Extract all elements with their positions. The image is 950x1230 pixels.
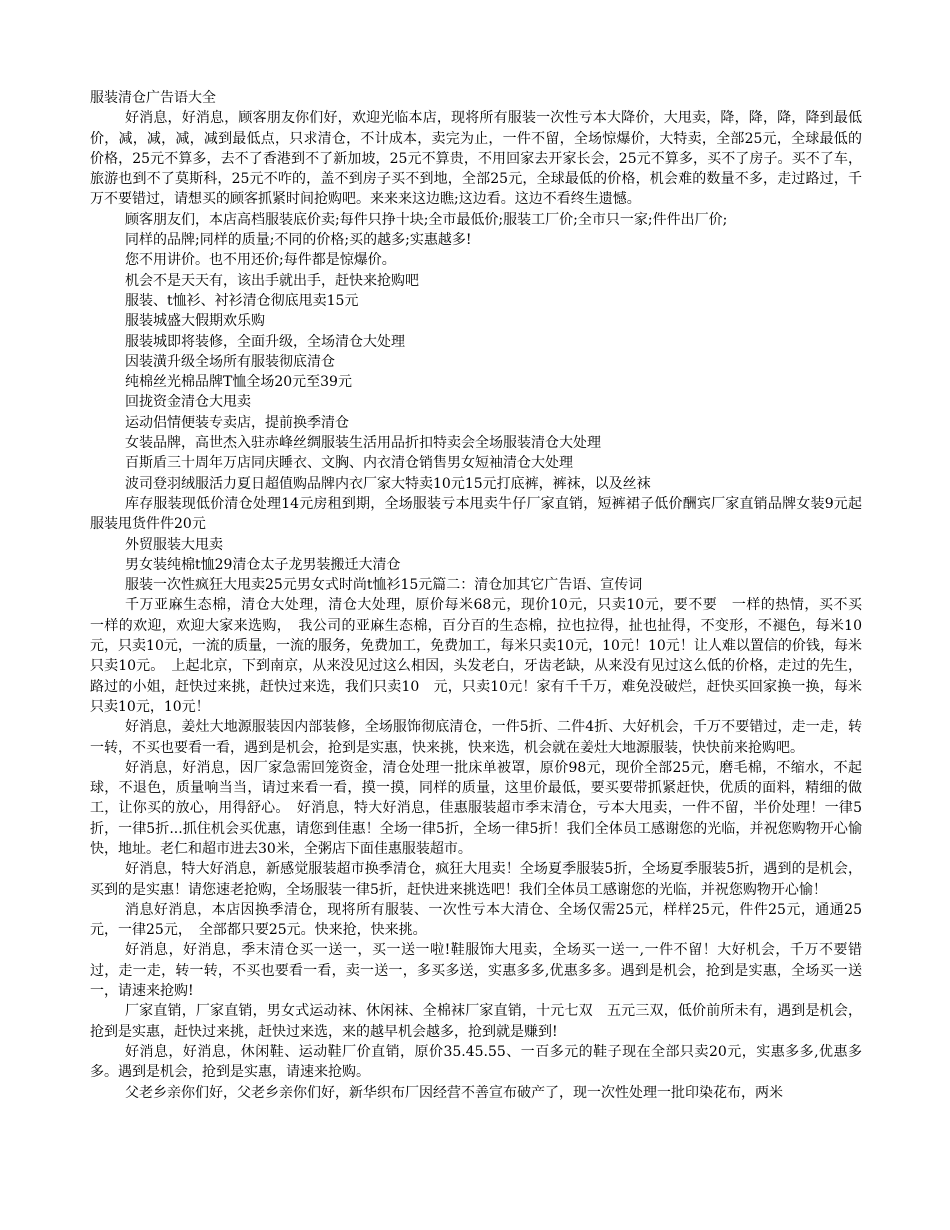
paragraph-15: 波司登羽绒服活力夏日超值购品牌内衣厂家大特卖10元15元打底裤，裤袜，以及丝袜 bbox=[125, 475, 651, 492]
document-title: 服装清仓广告语大全 bbox=[90, 90, 216, 106]
paragraph-17: 外贸服装大甩卖 bbox=[125, 536, 223, 553]
paragraph-11: 回拢资金清仓大甩卖 bbox=[125, 394, 251, 411]
paragraph-16: 库存服装现低价清仓处理14元房租到期，全场服装亏本甩卖牛仔厂家直销，短裤裙子低价酬宾厂家直销品牌女装9元起服装甩货件件20元 bbox=[90, 495, 862, 533]
paragraph-18: 男女装纯棉t恤29清仓太子龙男装搬迁大清仓 bbox=[125, 556, 401, 573]
paragraph-3: 同样的品牌;同样的质量;不同的价格;买的越多;实惠越多! bbox=[125, 232, 472, 249]
paragraph-22: 好消息，好消息，因厂家急需回笼资金，清仓处理一批床单被罩，原价98元，现价全部25元，磨毛棉，不缩水，不起球，不退色，质量响当当，请过来看一看，摸一摸，同样的质量，这里价最低，要买要带抓紧赶快，优质的面料，精细的做工，让你买的放心，用得舒心。 好消息，特大好消息，佳惠服装超市季末清仓，亏本大甩卖，一件不留，半价处理！一律5折，一律5折...抓住机会买优惠，请您到佳惠！全场一律5折，全场一律5折！我们全体员工感谢您的光临，并祝您购物开心愉快，地址。老仁和超市进去30米，全粥店下面佳惠服装超市。 bbox=[90, 759, 862, 857]
paragraph-21: 好消息，姜灶大地源服装因内部装修，全场服饰彻底清仓，一件5折、二件4折、大好机会，千万不要错过，走一走，转一转，不买也要看一看，遇到是机会，抢到是实惠，快来挑，快来选，机会就在姜灶大地源服装，快快前来抢购吧。 bbox=[90, 719, 862, 756]
paragraph-20: 千万亚麻生态棉，清仓大处理，清仓大处理，原价每米68元，现价10元，只卖10元，要不要 一样的热情，买不买 一样的欢迎，欢迎大家来选购， 我公司的亚麻生态棉，百分百的生态棉，拉也拉得，扯也扯得，不变形，不褪色，每米10元，只卖10元，一流的质量，一流的服务，免费加工，免费加工，每米只卖10元，10元！10元！让人难以置信的价钱，每米只卖10元。 上起北京，下到南京，从来没见过这么相因，头发老白，牙齿老缺，从来没有见过这么低的价格，走过的先生，路过的小姐，赶快过来挑，赶快过来选，我们只卖10 元，只卖10元！家有千千万，难免没破烂，赶快买回家换一换，每米只卖10元，10元！ bbox=[90, 597, 876, 715]
paragraph-7: 服装城盛大假期欢乐购 bbox=[125, 313, 265, 330]
paragraph-13: 女装品牌，高世杰入驻赤峰丝绸服装生活用品折扣特卖会全场服装清仓大处理 bbox=[125, 435, 601, 452]
paragraph-9: 因装潢升级全场所有服装彻底清仓 bbox=[125, 353, 335, 370]
paragraph-24: 消息好消息，本店因换季清仓，现将所有服装、一次性亏本大清仓、全场仅需25元，样样25元，件件25元，通通25元，一律25元， 全部都只要25元。快来抢，快来挑。 bbox=[90, 901, 862, 939]
paragraph-26: 厂家直销，厂家直销，男女式运动袜、休闲袜、全棉袜厂家直销，十元七双 五元三双，低价前所未有，遇到是机会，抢到是实惠，赶快过来挑，赶快过来选，来的越早机会越多，抢到就是赚到! bbox=[90, 1003, 862, 1040]
paragraph-27: 好消息，好消息，休闲鞋、运动鞋厂价直销，原价35.45.55、一百多元的鞋子现在全部只卖20元，实惠多多,优惠多多。遇到是机会，抢到是实惠，请速来抢购。 bbox=[90, 1043, 862, 1081]
paragraph-10: 纯棉丝光棉品牌T恤全场20元至39元 bbox=[125, 374, 352, 391]
paragraph-2: 顾客朋友们，本店高档服装底价卖;每件只挣十块;全市最低价;服装工厂价;全市只一家;件件出厂价; bbox=[125, 211, 728, 228]
paragraph-25: 好消息，好消息，季末清仓买一送一，买一送一啦!鞋服饰大甩卖，全场买一送一,一件不留！大好机会，千万不要错过，走一走，转一转，不买也要看一看，卖一送一，多买多送，实惠多多,优惠多多。遇到是机会，抢到是实惠，全场买一送一，请速来抢购! bbox=[90, 942, 862, 1000]
paragraph-14: 百斯盾三十周年万店同庆睡衣、文胸、内衣清仓销售男女短袖清仓大处理 bbox=[125, 455, 573, 472]
paragraph-6: 服装、t恤衫、衬衫清仓彻底甩卖15元 bbox=[125, 292, 359, 309]
paragraph-28: 父老乡亲你们好，父老乡亲你们好，新华织布厂因经营不善宣布破产了，现一次性处理一批印染花布，两米 bbox=[125, 1084, 783, 1101]
paragraph-1: 好消息，好消息，顾客朋友你们好，欢迎光临本店，现将所有服装一次性亏本大降价，大甩卖，降，降，降，降到最低价，减，减，减，减到最低点，只求清仓，不计成本，卖完为止，一件不留，全场惊爆价，大特卖，全部25元，全球最低的价格，25元不算多，去不了香港到不了新加坡，25元不算贵，不用回家去开家长会，25元不算多，买不了房子。买不了车，旅游也到不了莫斯科，25元不咋的，盖不到房子买不到地，全部25元，全球最低的价格，机会难的数量不多，走过路过，千万不要错过，请想买的顾客抓紧时间抢购吧。来来来这边瞧;这边看。这边不看终生遗憾。 bbox=[90, 110, 862, 208]
paragraph-23: 好消息，特大好消息，新感觉服装超市换季清仓，疯狂大甩卖！全场夏季服装5折，全场夏季服装5折，遇到的是机会，买到的是实惠！请您速老抢购，全场服装一律5折，赶快进来挑选吧！我们全体员工感谢您的光临，并祝您购物开心愉！ bbox=[90, 861, 862, 898]
paragraph-8: 服装城即将装修，全面升级，全场清仓大处理 bbox=[125, 333, 405, 350]
paragraph-12: 运动侣情便装专卖店，提前换季清仓 bbox=[125, 414, 349, 431]
paragraph-5: 机会不是天天有，该出手就出手，赶快来抢购吧 bbox=[125, 272, 419, 289]
document-body bbox=[90, 88, 876, 1103]
paragraph-19: 服装一次性疯狂大甩卖25元男女式时尚t恤衫15元篇二：清仓加其它广告语、宣传词 bbox=[125, 577, 643, 594]
paragraph-4: 您不用讲价。也不用还价;每件都是惊爆价。 bbox=[125, 252, 396, 269]
